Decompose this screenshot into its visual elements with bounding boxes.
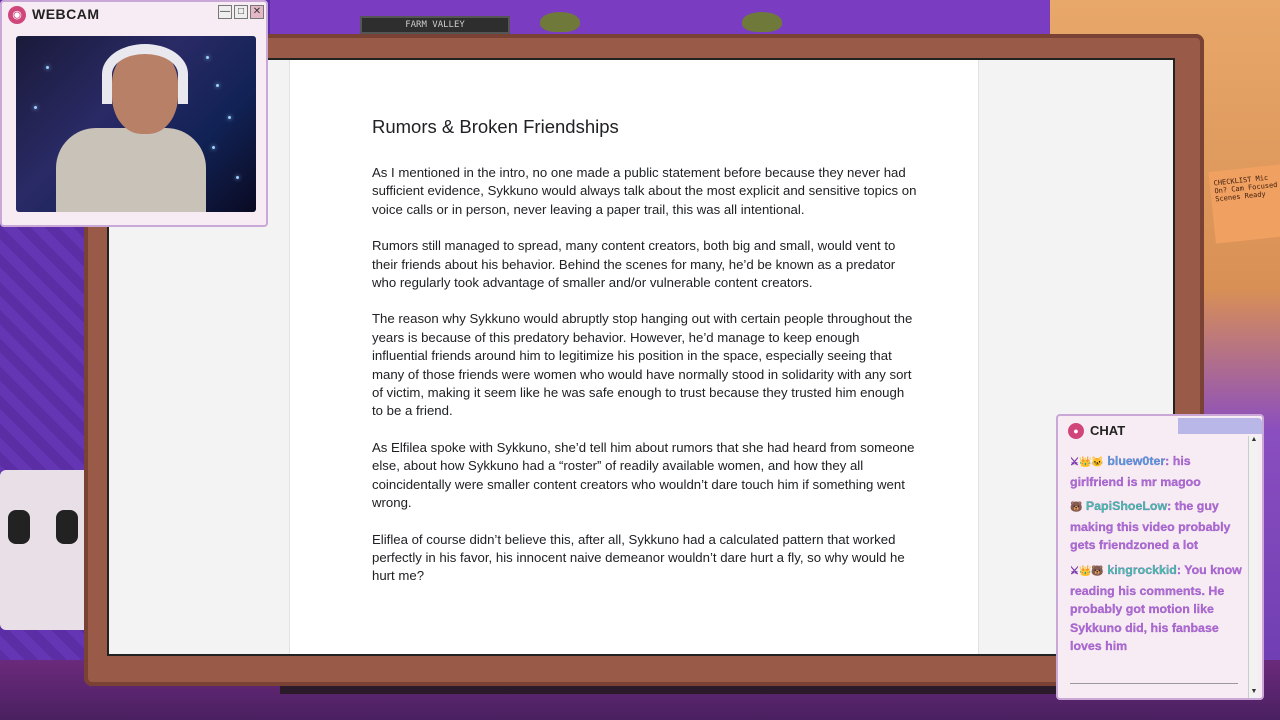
stove-knob xyxy=(8,510,30,544)
document-paragraph: The reason why Sykkuno would abruptly stop hanging out with certain people throughout the years is because of this predatory behavior. However, he’d manage to keep enough influential friends around him to legitimize his position in the space, especially seeing that many of those friends were women who would have normally stood in solidarity with any sort of victim, making it seem like he was safe enough to trust because they trusted him enough to be a friend. xyxy=(372,311,913,419)
user-badges: ⚔👑🐻 xyxy=(1070,565,1104,577)
stove-knob xyxy=(56,510,78,544)
chat-text: his girlfriend is mr magoo xyxy=(1070,454,1201,489)
webcam-title: WEBCAM xyxy=(32,6,100,22)
chat-message: 🐻 PapiShoeLow: the guy making this video probably gets friendzoned a lot xyxy=(1070,499,1231,553)
scroll-down-arrow-icon[interactable]: ▼ xyxy=(1250,688,1258,695)
webcam-window xyxy=(0,0,268,227)
headphones xyxy=(102,44,188,104)
frog-figure xyxy=(742,12,782,32)
person-torso xyxy=(56,128,206,212)
document-title: Rumors & Broken Friendships xyxy=(372,116,619,137)
string-light xyxy=(216,84,219,87)
chat-scrollbar[interactable] xyxy=(1248,436,1258,698)
minimize-button[interactable]: — xyxy=(220,6,230,17)
webcam-video-feed xyxy=(16,36,256,212)
chat-message: ⚔👑🐻 kingrockkid: You know reading his comments. He probably got motion like Sykkuno did, his fanbase loves him xyxy=(1070,562,1242,654)
string-light xyxy=(206,56,209,59)
book-spine: FARM VALLEY xyxy=(360,16,510,34)
background-stove xyxy=(0,470,90,630)
chat-username[interactable]: kingrockkid xyxy=(1107,562,1177,577)
string-light xyxy=(228,116,231,119)
user-badges: 🐻 xyxy=(1070,502,1083,514)
chat-username[interactable]: PapiShoeLow xyxy=(1085,499,1168,514)
chat-input-divider xyxy=(1070,683,1238,684)
camera-icon: ◉ xyxy=(8,6,26,24)
chat-feed xyxy=(1070,452,1246,688)
chat-bubble-icon: ● xyxy=(1068,423,1084,439)
chat-message: ⚔👑🐱 bluew0ter: his girlfriend is mr magoo xyxy=(1070,454,1201,489)
restore-button[interactable]: □ xyxy=(234,5,248,19)
document-paragraph: Eliflea of course didn’t believe this, after all, Sykkuno had a calculated pattern that worked perfectly in his favor, his innocent naive demeanor wouldn’t dare hurt a fly, so why would he hurt me? xyxy=(372,531,905,584)
chat-tab-accent xyxy=(1178,418,1262,434)
string-light xyxy=(46,66,49,69)
document-paragraph: As Elfilea spoke with Sykkuno, she’d tell him about rumors that she had heard from someone else, about how Sykkuno had a “roster” of readily available women, and how they all coincidentally were smaller content creators who wouldn’t dare touch him if something went wrong. xyxy=(372,439,915,511)
chat-window xyxy=(1056,414,1264,700)
string-light xyxy=(34,106,37,109)
chat-text: You know reading his comments. He probably got motion like Sykkuno did, his fanbase loves him xyxy=(1070,562,1242,654)
chat-username[interactable]: bluew0ter xyxy=(1107,454,1166,468)
chat-text: the guy making this video probably gets friendzoned a lot xyxy=(1070,499,1231,553)
document-paragraph: As I mentioned in the intro, no one made a public statement before because they never had sufficient evidence, Sykkuno would always talk about the most explicit and sensitive topics on voice calls or in person, never leaving a paper trail, this was all intentional. xyxy=(372,165,917,217)
string-light xyxy=(212,146,215,149)
checklist-note: CHECKLIST Mic On? Cam Focused Scenes Ready xyxy=(1208,164,1280,243)
scroll-up-arrow-icon[interactable]: ▲ xyxy=(1250,436,1258,443)
chat-title: CHAT xyxy=(1090,423,1126,438)
frog-figure xyxy=(540,12,580,32)
string-light xyxy=(236,176,239,179)
window-controls xyxy=(218,5,264,19)
document-body xyxy=(372,164,917,604)
document-page xyxy=(289,60,979,656)
document-paragraph: Rumors still managed to spread, many content creators, both big and small, would vent to their friends about his behavior. Behind the scenes for many, he’d be known as a predator who regularly took advantage of smaller and/or vulnerable content creators. xyxy=(372,238,896,291)
close-button[interactable]: ✕ xyxy=(250,5,264,19)
user-badges: ⚔👑🐱 xyxy=(1070,457,1104,468)
